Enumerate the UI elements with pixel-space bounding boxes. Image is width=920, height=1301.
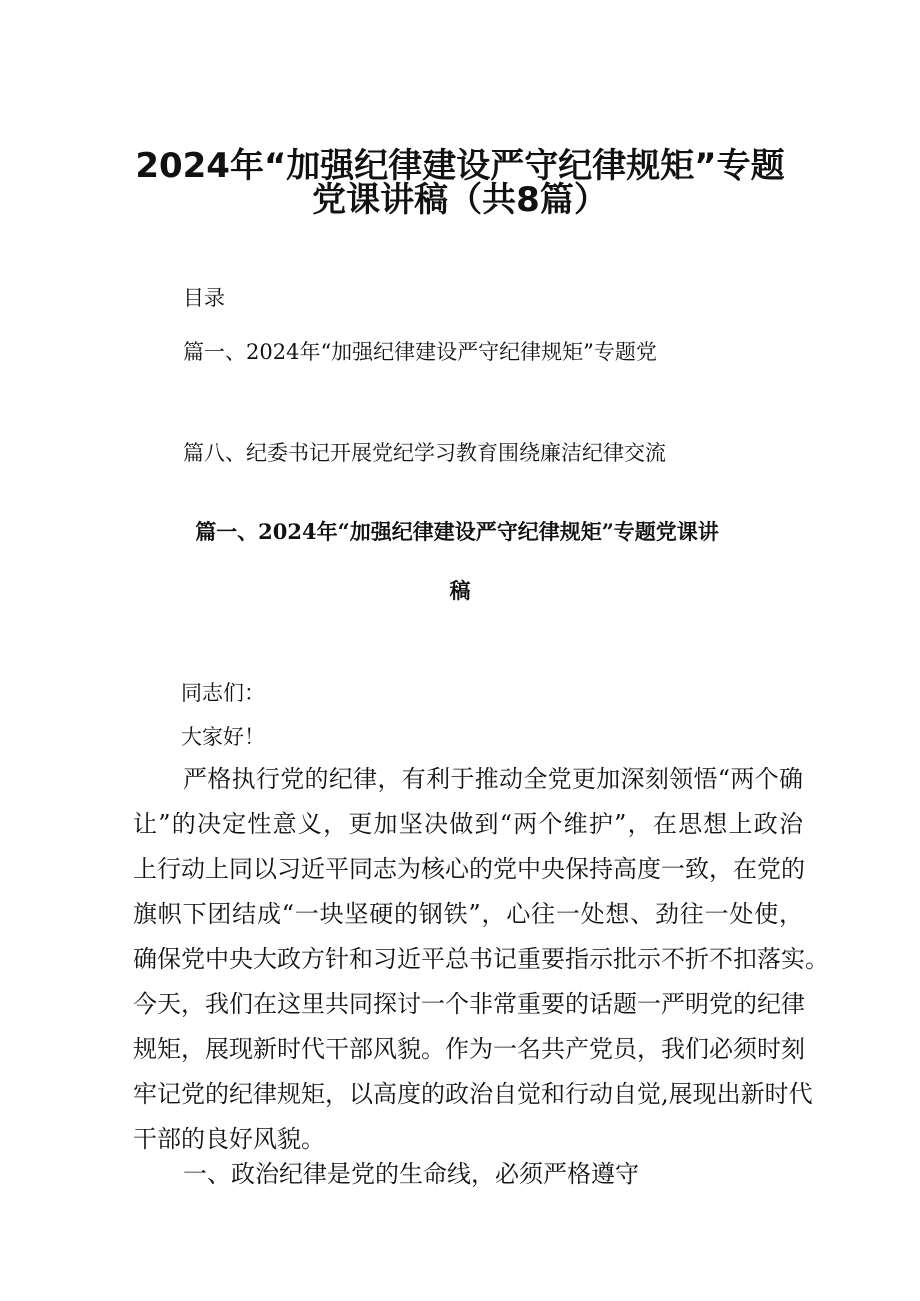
toc-item-8: 篇八、纪委书记开展党纪学习教育围绕廉洁纪律交流 [183,441,666,465]
section-subheading: 一、政治纪律是党的生命线，必须严格遵守 [183,1160,639,1188]
toc-item-1: 篇一、2024年“加强纪律建设严守纪律规矩”专题党 [183,340,657,364]
body-line: 让”的决定性意义，更加坚决做到“两个维护”，在思想上政治 [133,810,803,838]
document-title-line-1: 2024年“加强纪律建设严守纪律规矩”专题 [135,146,785,186]
body-line: 牢记党的纪律规矩，以高度的政治自觉和行动自觉,展现出新时代 [133,1080,813,1108]
body-line: 规矩，展现新时代干部风貌。作为一名共产党员，我们必须时刻 [133,1035,805,1063]
greeting: 同志们： [181,681,265,705]
section-title-line-1: 篇一、2024年“加强纪律建设严守纪律规矩”专题党课讲 [195,519,719,544]
body-line: 上行动上同以习近平同志为核心的党中央保持高度一致，在党的 [133,855,805,883]
body-line: 今天，我们在这里共同探讨一个非常重要的话题一严明党的纪律 [133,990,805,1018]
body-line: 干部的良好风貌。 [133,1125,325,1153]
salutation: 大家好！ [181,725,265,749]
toc-heading: 目录 [183,286,225,310]
body-line: 旗帜下团结成“一块坚硬的钢铁”，心往一处想、劲往一处使， [133,900,803,928]
body-line: 确保党中央大政方针和习近平总书记重要指示批示不折不扣落实。 [133,945,829,973]
section-title-line-2: 稿 [449,578,471,603]
document-title-line-2: 党课讲稿（共8篇） [312,180,608,220]
body-line: 严格执行党的纪律，有利于推动全党更加深刻领悟“两个确 [183,765,803,793]
